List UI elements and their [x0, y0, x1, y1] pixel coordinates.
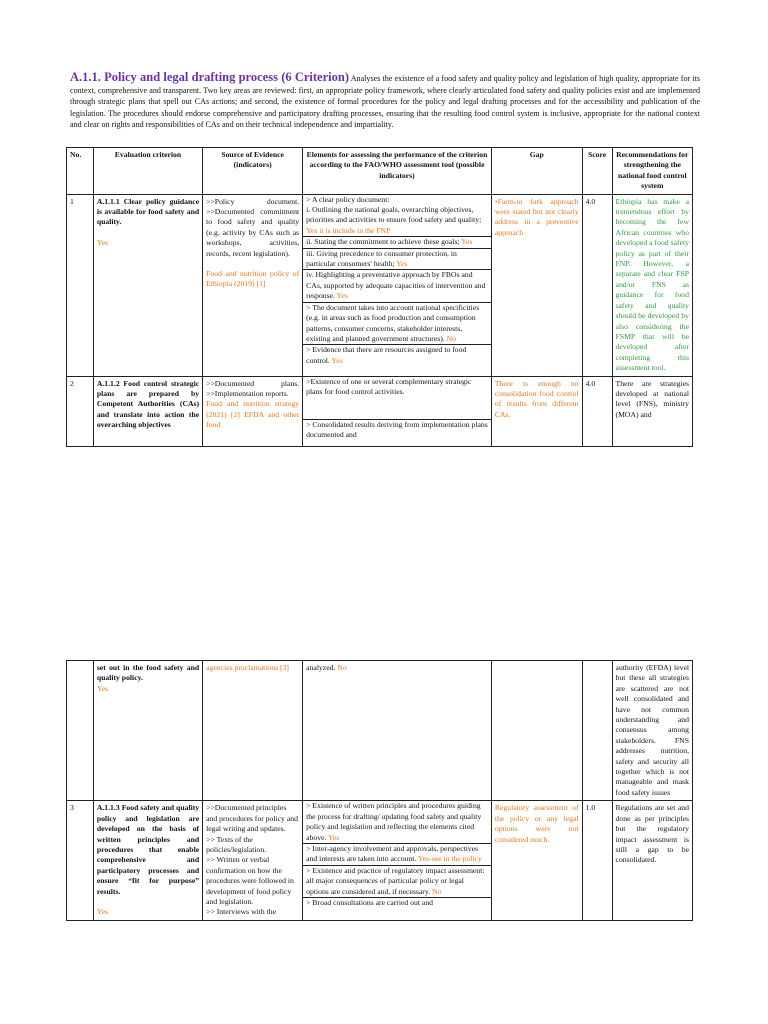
recommendation-cell: Regulations are set and done as per principles but the regulatory impact assessment is still a gap to be consolidated. — [612, 801, 692, 920]
element-item: iv. Highlighting a preventative approach by FBOs and CAs, supported by adequate capacities of intervention and response. Yes — [303, 269, 491, 301]
table-row — [67, 801, 693, 920]
element-item: >Existence of one or several complementary strategic plans for food control activities. — [306, 376, 472, 396]
section-description: Analyses the existence of a food safety and quality policy and legislation of high quality, appropriate for its context, comprehensive and transparent. Two key areas are reviewed: first, an appropriate policy framework, where clearly articulated food safety and quality policies exist and are implemented through strategic plans that spell out CAs actions; and second, the existence of formal procedures for the policy and legal drafting processes and for the accessibility and publication of the legislation. The procedures should endorse comprehensive and participatory drafting processes, ensuring that the resulting food control system is inclusive, appropriate for the national context and clear on rights and responsibilities of CAs and on their technical independence and impartiality. — [70, 74, 701, 129]
assessment-elements: analyzed. No — [303, 661, 492, 801]
source-reference: Food and nutrition policy of Ethiopia (2019) [1] — [206, 269, 300, 289]
element-item: > Consolidated results deriving from implementation plans documented and — [303, 419, 491, 441]
gap-text: Regulatory assessment of the policy or any legal options were not considered much. — [491, 801, 582, 920]
source-of-evidence — [203, 194, 303, 376]
row-number-empty — [67, 661, 94, 801]
score-cell: 4.0 — [582, 376, 612, 446]
score-cell: 4.0 — [582, 194, 612, 376]
section-intro — [70, 72, 700, 131]
source-reference: agencies proclamations [3] — [203, 661, 303, 801]
table-row — [67, 376, 693, 446]
element-item: > Inter-agency involvement and approvals, perspectives and interests are taken into account. Yes-see in the policy — [303, 843, 491, 865]
assessment-elements — [303, 194, 492, 376]
element-item: > Evidence that there are resources assigned to food control. Yes — [303, 344, 491, 366]
recommendation-cell: There are strategies developed at national level (FNS), ministry (MOA) and — [612, 376, 692, 446]
gap-text: There is enough no consolidation food control of results from different CAs. — [491, 376, 582, 446]
header-elements: Elements for assessing the performance of the criterion according to the FAO/WHO assessment tool (possible indicators) — [303, 148, 492, 195]
source-text: >>Documented principles and procedures for policy and legal writing and updates. >> Texts of the policies/legislation. >> Written or verbal confirmation on how the procedures were followed in development of food policy and legislation. >> Interviews with the — [206, 803, 298, 917]
header-score: Score — [582, 148, 612, 195]
source-reference: Food and nutrition strategy (2021) [2] EFDA and other food — [206, 399, 300, 430]
gap-text: • Farm-to fork approach were stated but not clearly address in a preventive approach — [495, 197, 579, 239]
header-gap: Gap — [491, 148, 582, 195]
header-source: Source of Evidence (indicators) — [203, 148, 303, 195]
page-2 — [0, 660, 768, 1024]
table-header-row — [67, 148, 693, 195]
criterion-text: A.1.1.1 Clear policy guidance is available for food safety and quality. — [96, 196, 200, 227]
header-criterion: Evaluation criterion — [93, 148, 202, 195]
element-item: > Existence of written principles and procedures guiding the process for drafting/ updating food safety and quality policy and legislation and reflecting the elements cited above. Yes — [306, 801, 482, 842]
criterion-text: A.1.1.2 Food control strategic plans are prepared by Competent Authorities (CAs) and translate into action the overarching objectives — [93, 376, 202, 446]
criterion-status: Yes — [96, 683, 108, 693]
score-cell-empty — [582, 661, 612, 801]
element-item: > The document takes into account national specificities (e.g. in areas such as food production and consumption patterns, consumer concerns, stakeholder interests, existing and planned government structures). No — [303, 302, 491, 345]
element-item: iii. Giving precedence to consumer protection, in particular consumers' health; Yes — [303, 248, 491, 270]
header-no: No. — [67, 148, 94, 195]
recommendation-cell: authority (EFDA) level but these all strategies are scattered are not well consolidated and have not common understanding and consensus among stakeholders. FNS addresses nutrition, safety and security all together which is not manageable and mask food safety issues — [612, 661, 692, 801]
evaluation-criterion — [93, 661, 202, 801]
evaluation-criterion — [93, 801, 202, 920]
criterion-text: set out in the food safety and quality policy. — [96, 663, 200, 683]
gap-cell-empty — [491, 661, 582, 801]
element-item: > A clear policy document: i. Outlining the national goals, overarching objectives, priorities and activities to ensure food safety and quality; Yes it is include in the FNP — [306, 194, 482, 235]
element-item: ii. Stating the commitment to achieve these goals; Yes — [303, 236, 491, 247]
assessment-table — [66, 147, 693, 447]
assessment-table-continued — [66, 660, 693, 921]
source-text: >>Documented plans. >>Implementation reports. — [206, 378, 300, 398]
element-item: > Broad consultations are carried out and — [303, 897, 491, 908]
table-row — [67, 661, 693, 801]
assessment-elements — [303, 801, 492, 920]
gap-cell — [491, 194, 582, 376]
recommendation-cell: Ethiopia has make a tremendous effort by becoming the few African countries who developed a food safety policy as part of their FNP. However, a separate and clear FSP and/or FNS as guidance for food safety and quality should be developed by also considering the FSMP that will be developed after completing this assessment tool. — [612, 194, 692, 376]
table-row — [67, 194, 693, 376]
evaluation-criterion — [93, 194, 202, 376]
section-heading: A.1.1. Policy and legal drafting process (6 Criterion) — [70, 70, 349, 84]
page-gap — [0, 520, 768, 660]
source-of-evidence — [203, 376, 303, 446]
row-number: 3 — [67, 801, 94, 920]
assessment-elements — [303, 376, 492, 446]
criterion-text: A.1.1.3 Food safety and quality policy and legislation are developed on the basis of written principles and procedures that enable comprehensive and participatory processes and ensure “fit for purpose” results. — [96, 803, 200, 896]
source-text: >>Policy document. >>Documented commitment to food safety and quality (e.g. activity by CAs such as workshops, activities, records, recent legislation). — [206, 196, 300, 258]
header-recommendations: Recommendations for strengthening the national food control system — [612, 148, 692, 195]
criterion-status: Yes — [96, 237, 108, 247]
row-number: 2 — [67, 376, 94, 446]
criterion-status: Yes — [96, 906, 108, 916]
source-of-evidence — [203, 801, 303, 920]
element-item: > Existence and practice of regulatory impact assessment: all major consequences of particular policy or legal options are considered and, if necessary. No — [303, 865, 491, 897]
row-number: 1 — [67, 194, 94, 376]
score-cell: 1.0 — [582, 801, 612, 920]
